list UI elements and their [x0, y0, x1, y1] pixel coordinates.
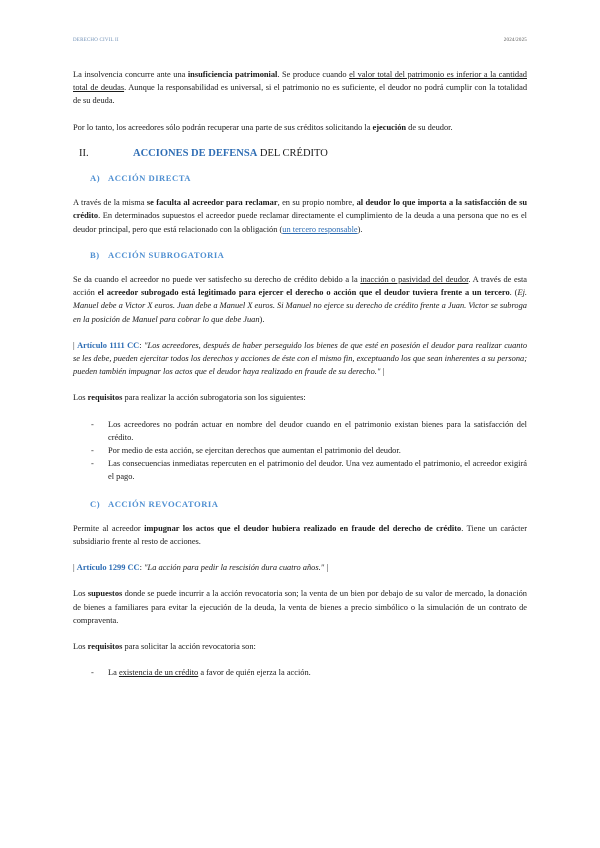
list-item: [73, 444, 527, 457]
text: La insolvencia concurre ante una: [73, 70, 188, 79]
article-text: "Los acreedores, después de haber perseguido los bienes de que esté en posesión el deudor para realizar cuanto se les debe, pueden ejercitar todos los derechos y acciones de éste con el mismo fin, exceptuando los que sean inherentes a su persona; pueden también impugnar los actos que el deudor haya realizado en fraude de su derecho.": [73, 340, 528, 377]
bullet-dash: -: [91, 459, 94, 469]
paragraph-accion-subrogatoria: [73, 273, 527, 326]
text: ).: [259, 314, 265, 324]
header-academic-year: 2024/2025: [503, 38, 527, 43]
underlined-text: el valor total del patrimonio es inferior a la cantidad total de deudas: [73, 70, 527, 93]
section-title-highlight: ACCIONES DE DEFENSA: [133, 147, 258, 159]
bullet-dash: -: [91, 446, 94, 456]
paragraph-accion-revocatoria: [73, 522, 527, 548]
paragraph-accion-directa: [73, 196, 527, 236]
quote-delimiter: |: [73, 340, 78, 350]
text: Los: [73, 589, 88, 599]
quote-delimiter: |: [380, 367, 385, 377]
text: de su deudor.: [406, 122, 453, 132]
text: A través de la misma: [73, 198, 147, 208]
paragraph-supuestos-revocatoria: [73, 587, 527, 627]
article-reference: Artículo 1111 CC: [77, 340, 140, 350]
section-title-rest: DEL CRÉDITO: [257, 147, 328, 159]
text: Los: [73, 393, 88, 403]
text: . Aunque la responsabilidad es universal, si el patrimonio no es suficiente, el deudor no podrá cumplir con la totalidad de su deuda.: [73, 83, 528, 106]
subheading-letter: C): [90, 498, 101, 509]
bold-text: insuficiencia patrimonial: [187, 70, 278, 79]
paragraph-ejecucion: [73, 121, 527, 134]
article-text: "La acción para pedir la rescisión dura cuatro años.": [144, 563, 325, 573]
text: ).: [357, 224, 363, 234]
subheading-title: ACCIÓN DIRECTA: [108, 173, 191, 184]
page-body: [73, 68, 527, 694]
list-item-text: Las consecuencias inmediatas repercuten en el patrimonio del deudor. Una vez aumentado el patrimonio, el acreedor exigirá el pago.: [108, 459, 527, 482]
bold-text: se faculta al acreedor para reclamar: [146, 198, 278, 208]
header-course-title: DERECHO CIVIL II: [73, 38, 119, 43]
text: . A través de esta acción: [73, 275, 527, 298]
bold-text: ejecución: [372, 122, 407, 132]
text: , en su propio nombre,: [277, 198, 357, 208]
bullet-dash: -: [91, 419, 94, 429]
bold-text: requisitos: [87, 642, 123, 652]
text: . (: [509, 288, 518, 298]
bold-text: supuestos: [87, 589, 123, 599]
list-item-text: Los acreedores no podrán actuar en nombre del deudor cuando en el patrimonio existan bienes para la satisfacción del crédito.: [108, 419, 527, 442]
subheading-title: ACCIÓN SUBROGATORIA: [108, 249, 225, 260]
subheading-letter: A): [90, 173, 101, 184]
subheading-letter: B): [90, 249, 100, 260]
paragraph-requisitos-revocatoria: [73, 640, 527, 653]
subheading-accion-directa: [90, 172, 527, 185]
text: a favor de quién ejerza la acción.: [198, 668, 311, 678]
list-requisitos-subrogatoria: [73, 418, 527, 484]
text: :: [139, 563, 145, 573]
text: para realizar la acción subrogatoria son los siguientes:: [122, 393, 306, 403]
text: Se da cuando el acreedor no puede ver satisfecho su derecho de crédito debido a la: [73, 275, 361, 285]
bold-text: el acreedor subrogado está legitimado para ejercer el derecho o acción que el deudor tuviera frente a un tercero: [97, 288, 510, 298]
text: La: [108, 668, 119, 678]
list-item-text: Por medio de esta acción, se ejercitan derechos que aumentan el patrimonio del deudor.: [108, 446, 401, 456]
text: . Se produce cuando: [277, 70, 350, 79]
text: . En determinados supuestos el acreedor puede reclamar directamente el cumplimiento de la deuda a una persona que no es el deudor principal, pero que está relacionado con la obligación (: [73, 211, 527, 234]
subheading-accion-revocatoria: [90, 498, 527, 511]
text: . Tiene un carácter subsidiario frente al resto de acciones.: [73, 523, 528, 547]
text: Por lo tanto, los acreedores sólo podrán recuperar una parte de sus créditos solicitando la: [73, 122, 373, 132]
text: :: [139, 340, 145, 350]
list-requisitos-revocatoria: [73, 666, 527, 679]
paragraph-requisitos-subrogatoria: [73, 391, 527, 404]
section-number: II.: [79, 147, 89, 159]
underlined-text: un tercero responsable: [282, 224, 358, 234]
bullet-dash: -: [91, 668, 94, 678]
italic-example: Ej. Manuel debe a Victor X euros. Juan debe a Manuel X euros. Si Manuel no ejerce su derecho de crédito frente a Juan. Victor se subroga en la posición de Manuel para cobrar lo que debe Juan: [73, 288, 527, 324]
subheading-title: ACCIÓN REVOCATORIA: [108, 498, 219, 509]
bold-text: requisitos: [87, 393, 123, 403]
underlined-text: existencia de un crédito: [118, 668, 199, 678]
text: donde se puede incurrir a la acción revocatoria son; la venta de un bien por debajo de su valor de mercado, la donación de bienes a familiares para evitar la ejecución de la deuda, la venta de bienes a precio simbólico o la simulación de un contrato de compraventa.: [73, 589, 527, 625]
list-item: [73, 457, 527, 483]
quote-delimiter: |: [73, 563, 77, 573]
text: Permite al acreedor: [73, 523, 145, 533]
quote-articulo-1299: [73, 561, 527, 574]
underlined-text: inacción o pasividad del deudor: [360, 275, 469, 285]
subheading-accion-subrogatoria: [90, 249, 527, 262]
text: para solicitar la acción revocatoria son:: [122, 642, 256, 652]
bold-text: al deudor lo que importa a la satisfacción de su crédito: [73, 198, 528, 221]
quote-delimiter: |: [324, 563, 328, 573]
section-heading-acciones: [73, 147, 527, 160]
bold-text: impugnar los actos que el deudor hubiera realizado en fraude del derecho de crédito: [144, 523, 462, 533]
list-item: [73, 418, 527, 444]
list-item: [73, 666, 527, 679]
text: Los: [73, 642, 88, 652]
article-reference: Artículo 1299 CC: [76, 563, 140, 573]
quote-articulo-1111: [73, 339, 527, 379]
paragraph-insolvencia: [73, 68, 527, 108]
